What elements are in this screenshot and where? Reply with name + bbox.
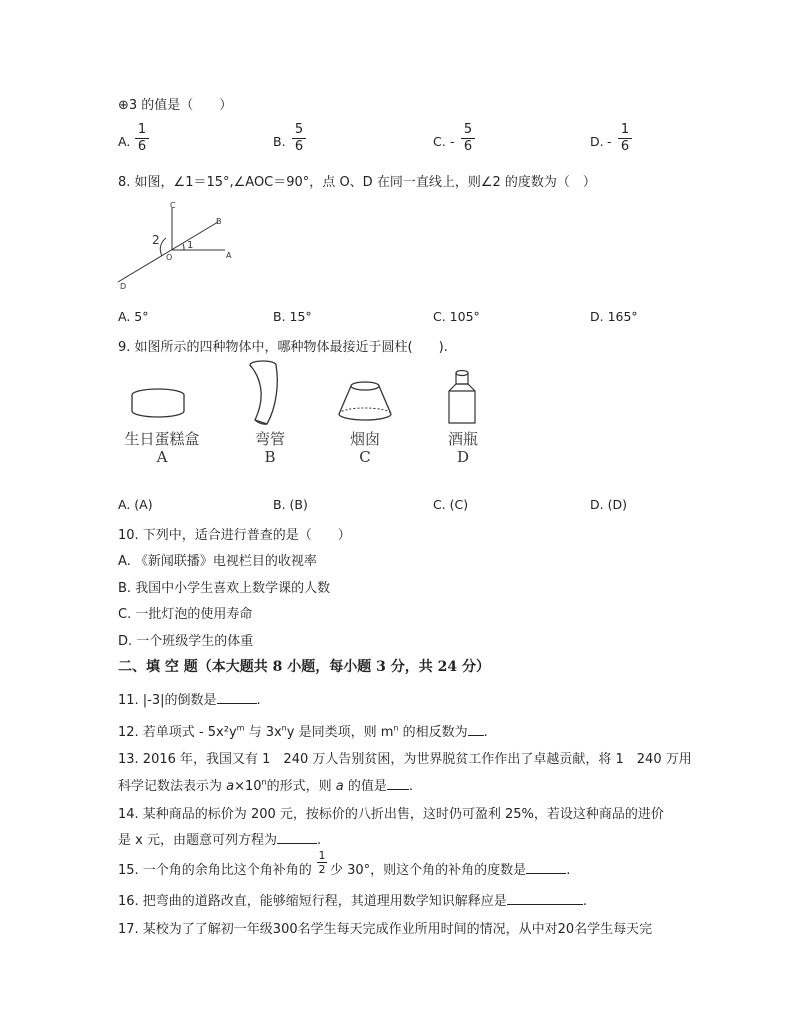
q7-option-c-label: C. [433, 134, 446, 149]
angle-1-arc [183, 244, 184, 250]
q7-option-d-sign: - [607, 134, 612, 149]
q9-object-a-letter: A [156, 448, 168, 466]
q9-object-c-name: 烟囱 [349, 430, 380, 448]
q12-text: 12. 若单项式 - 5x²y [118, 725, 237, 740]
q13-exp-n: n [261, 777, 267, 787]
q13-line-2 [118, 775, 413, 794]
bottle-illustration [445, 367, 480, 427]
q15-rest [330, 859, 570, 878]
q9-option-d: D. (D) [590, 497, 627, 512]
q8-stem: 8. 如图，∠1＝15°,∠AOC＝90°，点 O、D 在同一直线上，则∠2 的度数为（ ） [118, 175, 596, 190]
q9-object-d-name: 酒瓶 [447, 430, 478, 448]
q7-option-a-fraction: $\frac{1}{6}$ [135, 122, 149, 155]
q8-option-c: C. 105° [433, 309, 480, 324]
q15 [118, 859, 312, 878]
q12 [118, 721, 488, 740]
q9-object-d-letter: D [456, 448, 470, 466]
q14-answer-blank [277, 831, 317, 844]
q14-end: . [316, 833, 322, 848]
cake-box-illustration [130, 385, 190, 425]
q11-text: 11. |-3|的倒数是 [118, 693, 217, 708]
q9-stem: 9. 如图所示的四种物体中，哪种物体最接近于圆柱( ). [118, 340, 448, 355]
q15-text-b: 少 30°，则这个角的补角的度数是 [330, 863, 527, 878]
label-angle-2: 2 [152, 233, 160, 247]
label-d: D [120, 282, 127, 291]
label-angle-1: 1 [187, 240, 194, 251]
q16-text: 16. 把弯曲的道路改直，能够缩短行程，其道理用数学知识解释应是 [118, 894, 507, 909]
q7-option-a-label: A. [118, 134, 131, 149]
q10-stem: 10. 下列中，适合进行普查的是（ ） [118, 528, 351, 543]
q7-option-c-fraction: $\frac{5}{6}$ [461, 122, 475, 155]
q9-object-a-name: 生日蛋糕盒 [124, 430, 200, 448]
q7-stem: ⊕3 的值是（ ） [118, 98, 233, 113]
q7-option-c-sign: - [450, 134, 455, 149]
q12-exp-n2: n [393, 723, 399, 733]
q13-var-a2: a [335, 779, 344, 794]
q9-option-b: B. (B) [273, 497, 308, 512]
q11-answer-blank [217, 691, 257, 704]
q14-line-1: 14. 某种商品的标价为 200 元，按标价的八折出售，这时仍可盈利 25%，若设这种商品的进价 [118, 807, 664, 822]
q16-end: . [582, 894, 587, 909]
q13-times-ten: ×10 [234, 779, 262, 794]
q13-var-a: a [226, 779, 235, 794]
label-c: C [170, 201, 176, 210]
q9-option-a: A. (A) [118, 497, 153, 512]
q7-option-b-fraction: $\frac{5}{6}$ [292, 122, 306, 155]
q8-option-a: A. 5° [118, 309, 149, 324]
bent-pipe-illustration [245, 358, 290, 428]
q12-exp-m: m [236, 723, 245, 733]
chimney-illustration [335, 380, 395, 425]
q10-option-a: A. 《新闻联播》电视栏目的收视率 [118, 554, 317, 569]
q17-text: 17. 某校为了了解初一年级300名学生每天完成作业所用时间的情况，从中对20名学生每天完 [118, 922, 653, 937]
q13-end: . [408, 779, 414, 794]
q9-option-c: C. (C) [433, 497, 469, 512]
q15-text-a: 15. 一个角的余角比这个角补角的 [118, 863, 312, 878]
q8-option-d: D. 165° [590, 309, 638, 324]
q13-answer-blank [387, 777, 409, 790]
q7-option-b-label: B. [273, 134, 286, 149]
q12-end-text: 的相反数为 [398, 725, 468, 740]
q13-line2-a: 科学记数法表示为 [118, 779, 227, 794]
q9-object-c-letter: C [359, 448, 371, 466]
q8-option-b: B. 15° [273, 309, 312, 324]
q9-object-b-letter: B [264, 448, 276, 466]
q15-answer-blank [526, 861, 566, 874]
q12-answer-blank [468, 723, 484, 736]
q13-line2-f: 的值是 [343, 779, 387, 794]
section-2-title: 二、填 空 题（本大题共 8 小题，每小题 3 分，共 24 分） [118, 659, 490, 675]
q12-mid: 与 3x [244, 725, 282, 740]
q8-angle-figure [110, 200, 240, 295]
label-b: B [216, 217, 222, 226]
label-a: A [226, 251, 232, 260]
q12-end: . [483, 725, 488, 740]
q14-line-2 [118, 829, 321, 848]
q12-tail: y 是同类项，则 m [286, 725, 394, 740]
q15-fraction: $\frac{1}{2}$ [318, 849, 326, 876]
q10-option-b: B. 我国中小学生喜欢上数学课的人数 [118, 581, 331, 596]
q14-line2-text: 是 x 元，由题意可列方程为 [118, 833, 277, 848]
q9-object-b-name: 弯管 [254, 430, 285, 448]
q10-option-d: D. 一个班级学生的体重 [118, 634, 254, 649]
q7-option-d-label: D. [590, 134, 604, 149]
q11-end: . [256, 693, 261, 708]
line-do-b [118, 222, 218, 282]
q13-line2-d: 的形式，则 [266, 779, 336, 794]
q10-option-c: C. 一批灯泡的使用寿命 [118, 607, 253, 622]
q12-exp-n: n [281, 723, 287, 733]
q11 [118, 689, 261, 708]
q16-answer-blank [507, 892, 583, 905]
q13-line-1: 13. 2016 年，我国又有 1 240 万人告别贫困，为世界脱贫工作作出了卓越贡献，将 1 240 万用 [118, 752, 692, 767]
label-o: O [166, 253, 173, 262]
q16 [118, 890, 587, 909]
q7-option-d-fraction: $\frac{1}{6}$ [618, 122, 632, 155]
q15-end: . [566, 863, 571, 878]
